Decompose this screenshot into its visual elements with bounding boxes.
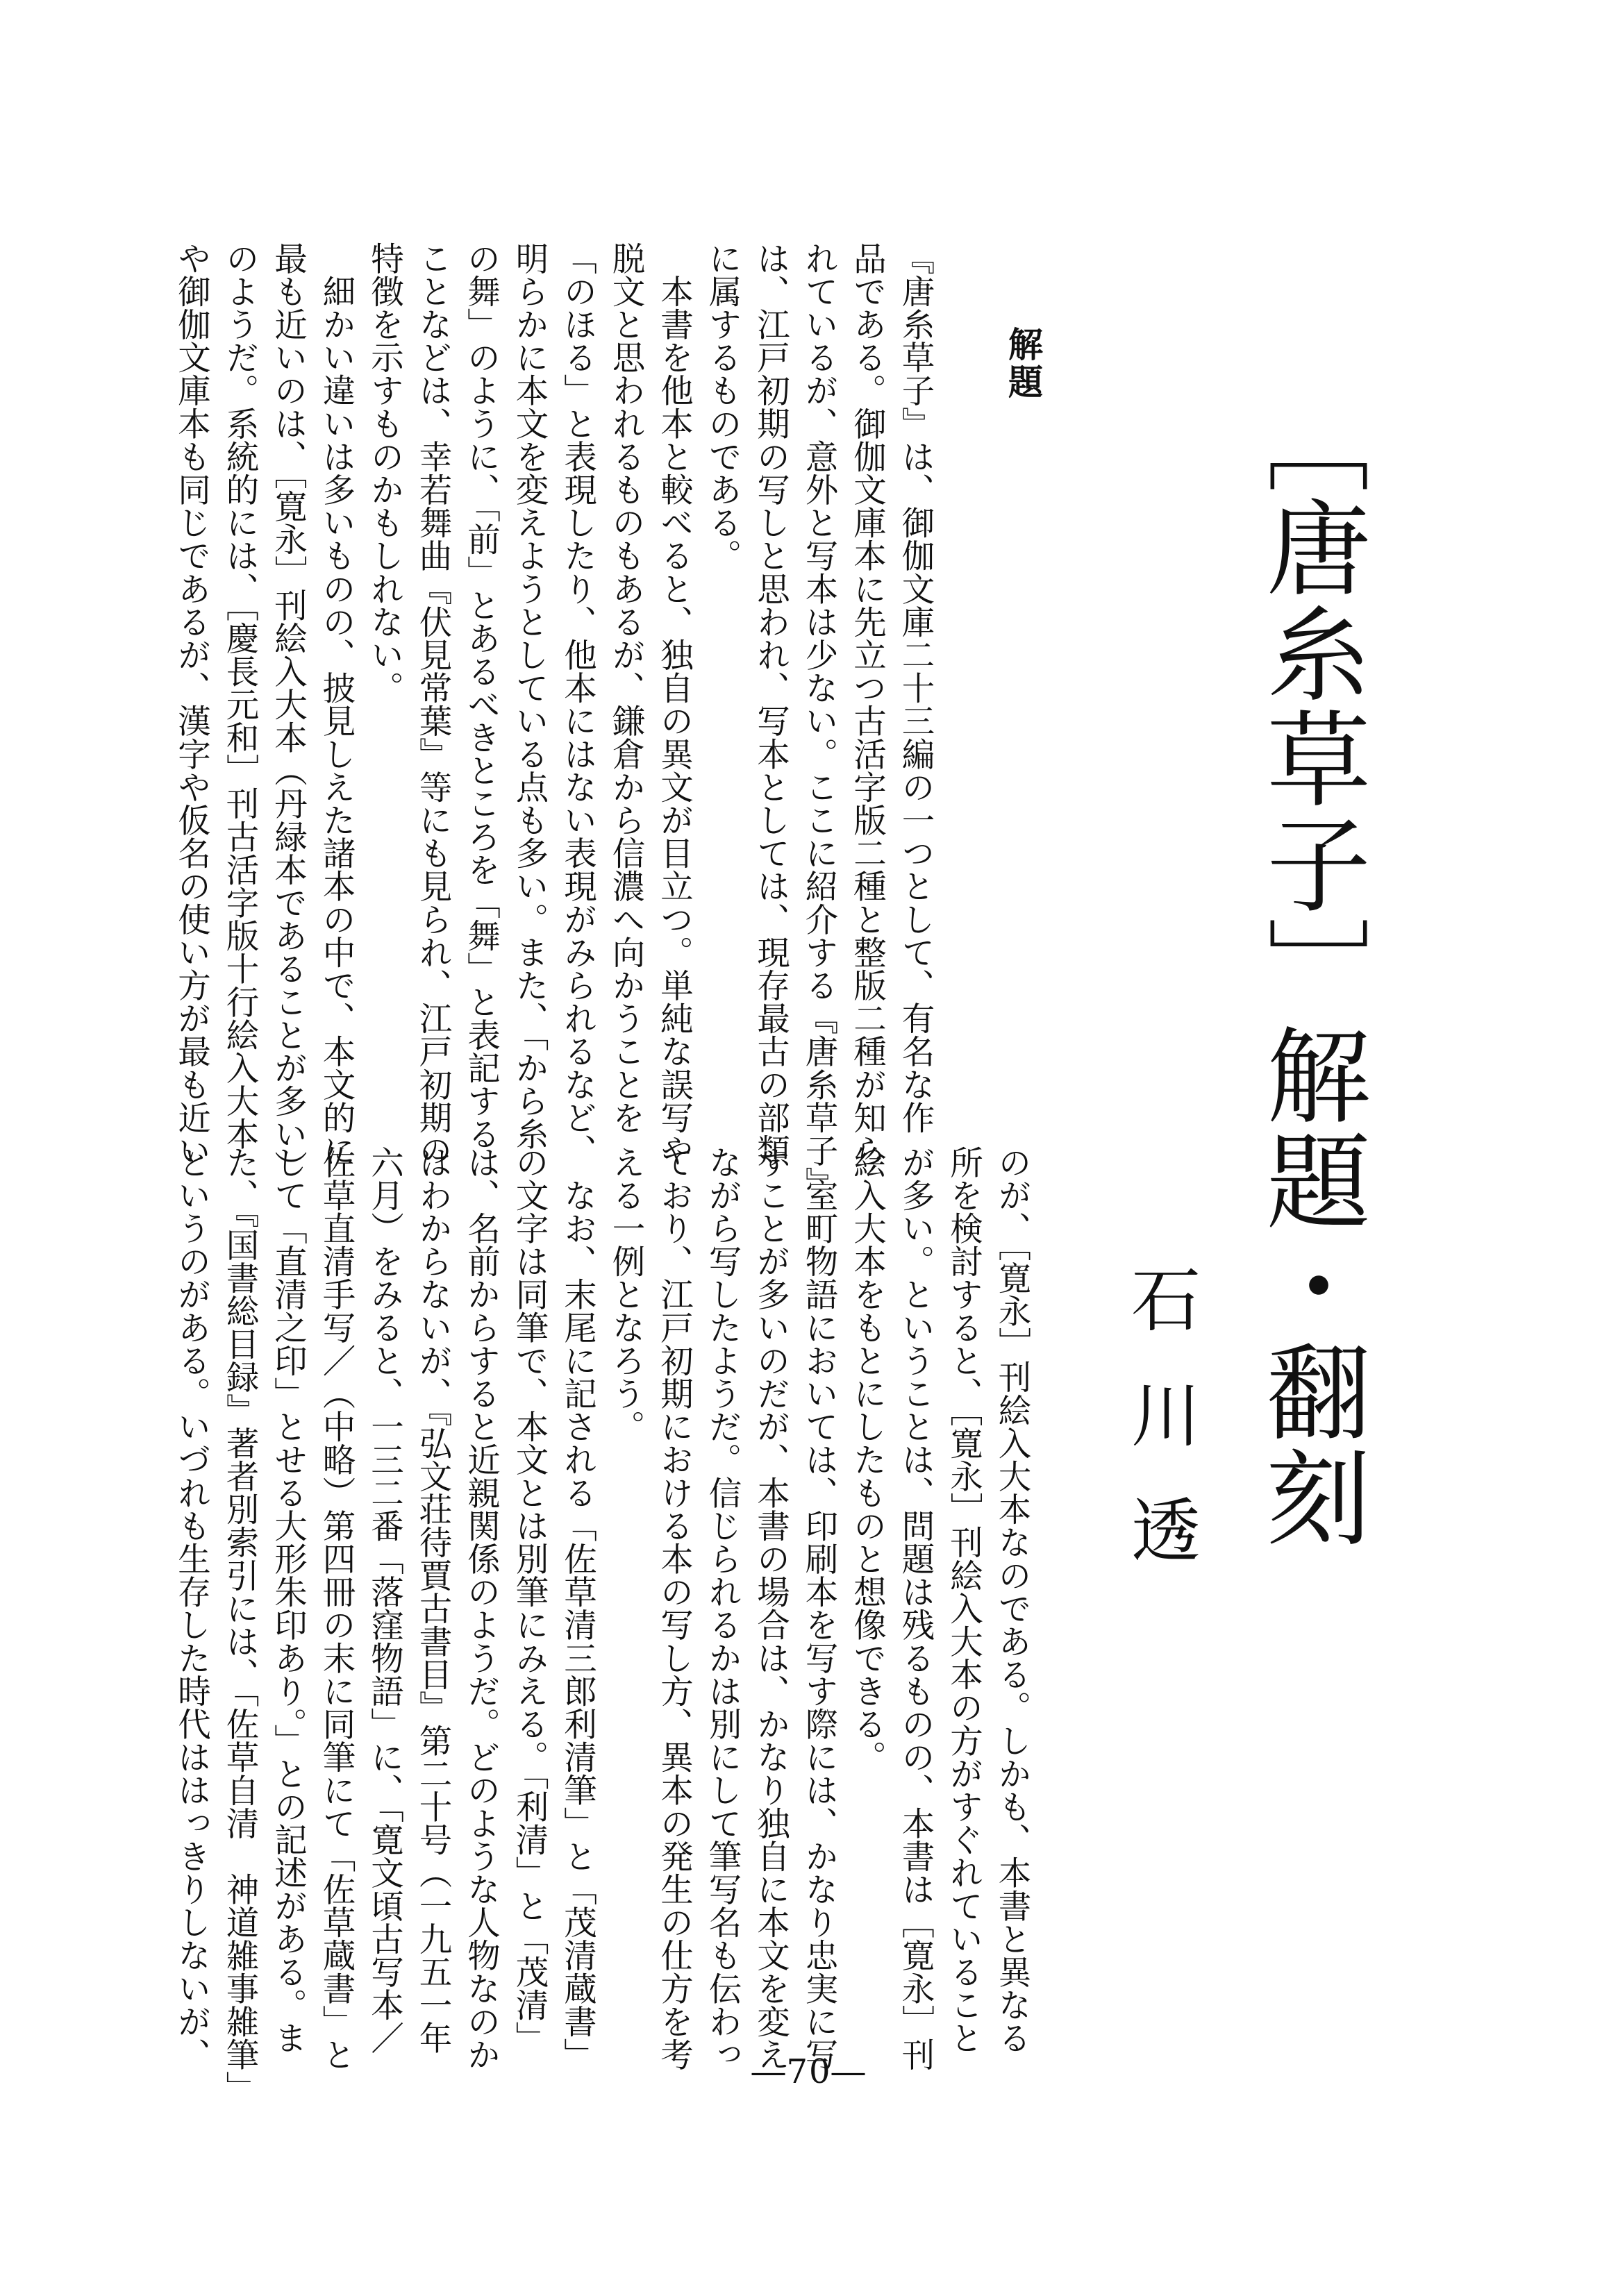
text-line: 六月）をみると、一三二番「落窪物語」に、「寛文頃古写本／ bbox=[365, 1146, 403, 2055]
text-line: して「直清之印」とせる大形朱印あり。」との記述がある。ま bbox=[268, 1146, 307, 2055]
text-line: れているが、意外と写本は少ない。ここに紹介する『唐糸草子』 bbox=[799, 242, 837, 1200]
author-name: 石川透 bbox=[1119, 1264, 1201, 1609]
text-line: のようだ。系統的には、［慶長元和］刊古活字版十行絵入大本 bbox=[220, 242, 258, 1151]
text-line: は、江戸初期の写しと思われ、写本としては、現存最古の部類 bbox=[751, 242, 790, 1167]
page-number: ―70― bbox=[751, 2052, 867, 2091]
section-heading: 解題 bbox=[1003, 326, 1043, 401]
text-line: 細かい違いは多いものの、披見しえた諸本の中で、本文的に bbox=[317, 242, 355, 1167]
text-line: 佐草直清手写／（中略）第四冊の末に同筆にて「佐草蔵書」と bbox=[317, 1146, 355, 2071]
text-line: 明らかに本文を変えようとしている点も多い。また、「から糸 bbox=[510, 242, 548, 1151]
text-line: 「のほる」と表現したり、他本にはない表現がみられるなど、 bbox=[558, 242, 597, 1167]
upper-text-block bbox=[167, 242, 939, 1200]
text-line: 特徴を示すものかもしれない。 bbox=[365, 242, 403, 705]
text-line: というのがある。いづれも生存した時代ははっきりしないが、 bbox=[172, 1146, 210, 2071]
text-line: なお、末尾に記される「佐草清三郎利清筆」と「茂清蔵書」 bbox=[558, 1146, 597, 2071]
text-line: ことなどは、幸若舞曲『伏見常葉』等にも見られ、江戸初期の bbox=[413, 242, 451, 1167]
text-line: ており、江戸初期における本の写し方、異本の発生の仕方を考 bbox=[654, 1146, 693, 2071]
text-line: 品である。御伽文庫本に先立つ古活字版二種と整版二種が知ら bbox=[847, 242, 886, 1167]
text-line: 最も近いのは、［寛永］刊絵入大本（丹緑本であることが多い） bbox=[268, 242, 307, 1184]
text-line: ながら写したようだ。信じられるかは別にして筆写名も伝わっ bbox=[703, 1146, 741, 2071]
text-line: が多い。ということは、問題は残るものの、本書は［寛永］刊 bbox=[896, 1146, 934, 2071]
text-line: た、『国書総目録』著者別索引には、「佐草自清 神道雑事雑筆」 bbox=[220, 1146, 258, 2104]
text-line: はわからないが、『弘文荘待賈古書目』第二十号（一九五一年 bbox=[413, 1146, 451, 2055]
text-line: すことが多いのだが、本書の場合は、かなり独自に本文を変え bbox=[751, 1146, 790, 2071]
text-line: は、名前からすると近親関係のようだ。どのような人物なのか bbox=[461, 1146, 500, 2071]
lower-text-block bbox=[167, 1146, 1035, 2104]
text-line: 脱文と思われるものもあるが、鎌倉から信濃へ向かうことを bbox=[606, 242, 644, 1134]
text-line: 本書を他本と較べると、独自の異文が目立つ。単純な誤写や bbox=[654, 242, 693, 1167]
text-line: 絵入大本をもとにしたものと想像できる。 bbox=[847, 1146, 886, 1774]
text-line: 所を検討すると、［寛永］刊絵入大本の方がすぐれていること bbox=[944, 1146, 983, 2055]
text-line: の舞」のように、「前」とあるべきところを「舞」と表記する bbox=[461, 242, 500, 1151]
text-line: に属するものである。 bbox=[703, 242, 741, 572]
text-line: のが、［寛永］刊絵入大本なのである。しかも、本書と異なる bbox=[992, 1146, 1031, 2055]
text-line: 室町物語においては、印刷本を写す際には、かなり忠実に写 bbox=[799, 1146, 837, 2071]
text-line: える一例となろう。 bbox=[606, 1146, 644, 1443]
article-title: ［唐糸草子］解題・翻刻 bbox=[1249, 389, 1369, 1550]
text-line: や御伽文庫本も同じであるが、漢字や仮名の使い方が最も近い bbox=[172, 242, 210, 1167]
text-line: の文字は同筆で、本文とは別筆にみえる。「利清」と「茂清」 bbox=[510, 1146, 548, 2055]
text-line: 『唐糸草子』は、御伽文庫二十三編の一つとして、有名な作 bbox=[896, 242, 934, 1134]
